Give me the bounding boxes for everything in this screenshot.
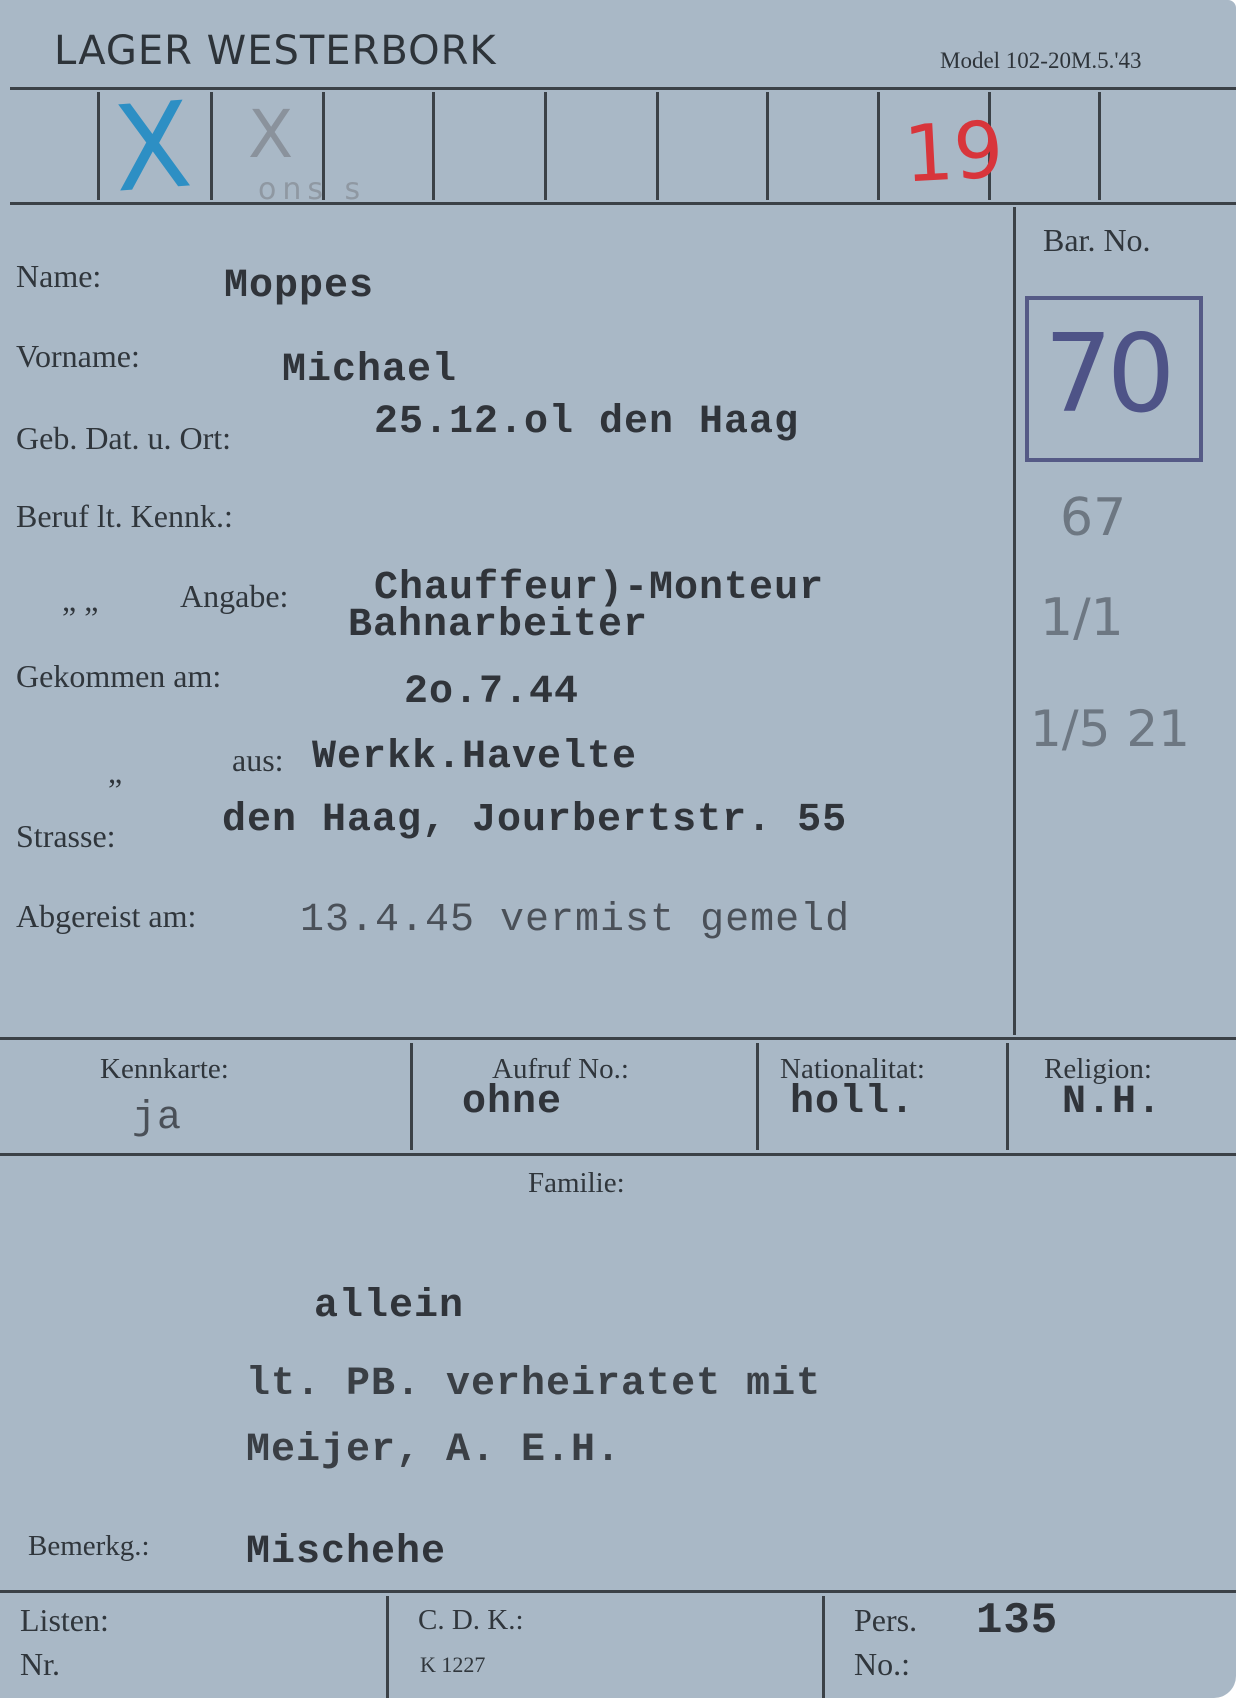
birth-label: Geb. Dat. u. Ort:: [16, 420, 232, 456]
barracks-stamp-number: 70: [1044, 312, 1170, 437]
bar-no-label: Bar. No.: [1043, 222, 1151, 258]
from-ditto: „: [108, 754, 123, 790]
angabe-value-2: Bahnarbeiter: [348, 603, 649, 648]
info-cell-divider: [410, 1043, 413, 1150]
header-cell-divider: [97, 92, 100, 200]
header-cell-divider: [210, 92, 213, 200]
info-cell-divider: [756, 1043, 759, 1150]
footer-divider: [822, 1596, 825, 1698]
pencil-note: 1/5 21: [1030, 700, 1190, 758]
header-cell-divider: [877, 92, 880, 200]
pencil-note: 67: [1060, 488, 1127, 548]
angabe-label: Angabe:: [180, 578, 289, 614]
camp-title: LAGER WESTERBORK: [54, 28, 497, 74]
lists-nr-label: Nr.: [20, 1646, 60, 1682]
street-label: Strasse:: [16, 818, 116, 854]
angabe-value-1: Chauffeur)-Monteur: [374, 566, 825, 611]
occupation-label: Beruf lt. Kennk.:: [16, 498, 233, 534]
arrived-label: Gekommen am:: [16, 658, 222, 694]
family-label: Familie:: [528, 1167, 625, 1199]
nationality-label: Nationalitat:: [780, 1053, 925, 1085]
pers-no-label: No.:: [854, 1646, 910, 1682]
from-value: Werkk.Havelte: [312, 735, 638, 780]
departed-value: 13.4.45 vermist gemeld: [300, 898, 851, 943]
footer-rule: [0, 1590, 1236, 1593]
name-label: Name:: [16, 258, 102, 294]
remarks-value: Mischehe: [246, 1530, 447, 1575]
bar-column-divider: [1013, 207, 1016, 1035]
pers-label: Pers.: [854, 1602, 918, 1638]
header-cell-divider: [544, 92, 547, 200]
remarks-label: Bemerkg.:: [28, 1530, 150, 1562]
arrived-value: 2o.7.44: [404, 670, 580, 715]
angabe-ditto: „ „: [62, 582, 99, 618]
pencil-note: 1/1: [1040, 588, 1124, 648]
call-number-value: ohne: [462, 1080, 563, 1125]
header-cell-divider: [432, 92, 435, 200]
info-row-top: [0, 1037, 1236, 1040]
header-cell-divider: [656, 92, 659, 200]
vorname-label: Vorname:: [16, 338, 140, 374]
religion-label: Religion:: [1044, 1053, 1152, 1085]
header-cell-divider: [1098, 92, 1101, 200]
idcard-label: Kennkarte:: [100, 1053, 229, 1085]
pers-no-value: 135: [976, 1596, 1059, 1646]
name-value: Moppes: [224, 264, 375, 309]
departed-label: Abgereist am:: [16, 898, 197, 934]
idcard-value: ja: [132, 1096, 183, 1141]
birth-value: 25.12.ol den Haag: [374, 400, 800, 445]
family-value-3: Meijer, A. E.H.: [246, 1428, 622, 1473]
footer-divider: [386, 1596, 389, 1698]
call-number-label: Aufruf No.:: [492, 1053, 629, 1085]
street-value: den Haag, Jourbertstr. 55: [222, 798, 848, 843]
red-crayon-number: 19: [901, 105, 1006, 201]
header-cell-divider: [766, 92, 769, 200]
pencil-cross-mark: X: [248, 96, 294, 173]
blue-cross-mark: X: [109, 75, 196, 219]
family-value-2: lt. PB. verheiratet mit: [246, 1362, 822, 1407]
info-cell-divider: [1006, 1043, 1009, 1150]
cdk-code: K 1227: [420, 1652, 486, 1677]
nationality-value: holl.: [790, 1080, 916, 1125]
info-row-bottom: [0, 1153, 1236, 1156]
religion-value: N.H.: [1062, 1080, 1163, 1125]
header-rule-top: [10, 87, 1236, 90]
cdk-label: C. D. K.:: [418, 1604, 524, 1636]
faint-pencil-mark: ons s: [258, 172, 367, 207]
lists-label: Listen:: [20, 1602, 109, 1638]
family-value-1: allein: [314, 1284, 465, 1329]
from-label: aus:: [232, 742, 284, 778]
vorname-value: Michael: [282, 348, 458, 393]
model-number: Model 102-20M.5.'43: [940, 48, 1142, 73]
